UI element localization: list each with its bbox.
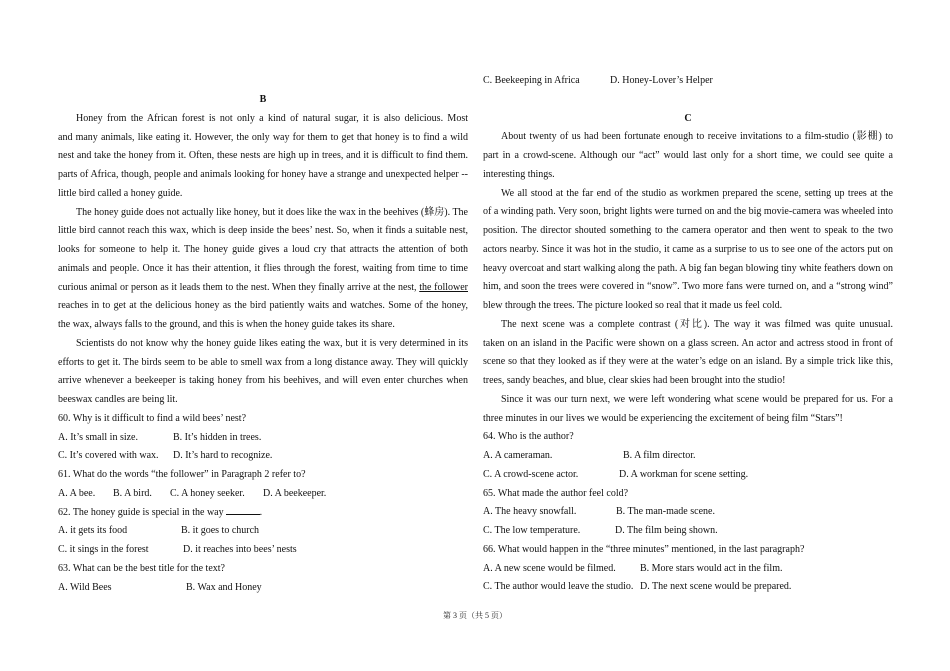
- paragraph-line: little bird cannot reach this wax, which is deep inside the bees’ nest. So, when it finds a suitable nest,: [58, 225, 468, 237]
- paragraph-line: The honey guide does not actually like honey, but it does like the wax in the beehives (蜂房). The: [76, 206, 468, 218]
- paragraph-line: beeswax candles are being lit.: [58, 394, 178, 405]
- left-column: [58, 91, 468, 597]
- option-a[interactable]: A. it gets its food: [58, 525, 128, 537]
- paragraph-line: animals and people. Once it has their attention, it flies through the forest, waiting from time to time: [58, 262, 468, 274]
- question-62-stem: [58, 504, 468, 523]
- paragraph-line: actors nearby. Since it was hot in the studio, it came as a surprise to us to see one of the actors put on: [483, 243, 893, 255]
- option-d[interactable]: D. It’s hard to recognize.: [173, 450, 273, 462]
- paragraph-line: The next scene was a complete contrast (对比). The way it was filmed was quite unusual.: [501, 318, 893, 330]
- question-62-end: .: [259, 506, 263, 518]
- paragraph-line: him, and soon the trees were covered in “snow”. Two more fans were turned on, and a “strong wind”: [483, 281, 893, 293]
- paragraph-line: About twenty of us had been fortunate enough to receive invitations to a film-studio (影棚) to: [501, 131, 893, 143]
- paragraph-line: three minutes in our lives we would be experiencing the excitement of being film “Stars”!: [483, 412, 843, 424]
- option-b[interactable]: B. It’s hidden in trees.: [173, 431, 262, 443]
- passage-b-heading: B: [259, 94, 267, 105]
- option-a[interactable]: A. A cameraman.: [483, 450, 553, 461]
- question-63-options-ab: [58, 579, 468, 598]
- paragraph: [58, 110, 468, 204]
- option-d[interactable]: D. A beekeeper.: [263, 487, 327, 499]
- option-b[interactable]: B. A film director.: [623, 450, 696, 461]
- paragraph-line: looks for someone to help it. The honey guide gives a loud cry that attracts the attention of both: [58, 244, 468, 255]
- option-b[interactable]: B. More stars would act in the film.: [640, 562, 783, 574]
- question-66-options-cd: [483, 578, 893, 597]
- option-a[interactable]: A. Wild Bees: [58, 581, 112, 593]
- passage-c-body: [483, 128, 893, 428]
- paragraph-line: part in a crowd-scene. Although our “act” would last only for a short time, we could see quite a: [483, 150, 893, 161]
- question-65-options-cd: [483, 522, 893, 541]
- page-number: 第 3 页（共 5 页）: [443, 611, 507, 620]
- option-b[interactable]: B. Wax and Honey: [186, 581, 262, 593]
- option-b[interactable]: B. it goes to church: [181, 525, 260, 537]
- question-61-options: [58, 485, 468, 504]
- question-65-options-ab: [483, 503, 893, 522]
- question-64-options-cd: [483, 466, 893, 485]
- question-65-stem: 65. What made the author feel cold?: [483, 487, 629, 499]
- question-63-stem: 63. What can be the best title for the text?: [58, 562, 225, 574]
- paragraph-line: interesting things.: [483, 168, 555, 180]
- paragraph-line: scene so that they looked as if they were at the water’s edge on an island. By a simple trick like this,: [483, 356, 893, 368]
- option-a[interactable]: A. It’s small in size.: [58, 431, 138, 443]
- paragraph-line: Honey from the African forest is not only a kind of natural sugar, it is also delicious. Most: [76, 112, 468, 124]
- right-column: [483, 72, 893, 597]
- paragraph-line: arrive whenever a beekeeper is taking honey from his beehives, and will even enter churches when: [58, 375, 468, 387]
- question-61-stem: 61. What do the words “the follower” in Paragraph 2 refer to?: [58, 469, 306, 480]
- paragraph-line: nest and take the honey from it. Often, these nests are high up in trees, and it is difficult to find them.: [58, 150, 468, 162]
- question-63-options-cd: [483, 72, 893, 91]
- paragraph-line: Scientists do not know why the honey guide likes eating the wax, but it is very determined in its: [76, 337, 468, 349]
- option-c[interactable]: C. It’s covered with wax.: [58, 450, 159, 462]
- option-c[interactable]: C. it sings in the forest: [58, 544, 149, 555]
- paragraph: [483, 391, 893, 429]
- option-c[interactable]: C. A honey seeker.: [170, 487, 245, 499]
- option-a[interactable]: A. A bee.: [58, 487, 96, 499]
- option-b[interactable]: B. The man-made scene.: [616, 506, 715, 518]
- question-60-options-ab: [58, 429, 468, 448]
- question-64-options-ab: [483, 447, 893, 466]
- paragraph: [58, 335, 468, 410]
- underlined-phrase: the follower: [419, 281, 468, 293]
- question-62-text: 62. The honey guide is special in the way: [58, 506, 224, 518]
- paragraph: [483, 128, 893, 184]
- paragraph: [58, 204, 468, 335]
- spacer: [483, 91, 893, 110]
- paragraph-line: trees, sandy beaches, and blue, clear skies had been brought into the studio!: [483, 375, 786, 386]
- paragraph-line: position. The director shouted something to the camera operator and then went to speak to the two: [483, 225, 893, 236]
- option-a[interactable]: A. The heavy snowfall.: [483, 506, 577, 518]
- paragraph-line: Since it was our turn next, we were left wondering what scene would be prepared for us. For a: [501, 393, 893, 405]
- option-d[interactable]: D. A workman for scene setting.: [619, 468, 749, 480]
- paragraph-line: of a winding path. Very soon, bright lights were turned on and the big movie-camera was wheeled into: [483, 206, 893, 218]
- paragraph-line: and many animals, like eating it. However, the only way for them to get that honey is to find a wild: [58, 131, 468, 143]
- option-d[interactable]: D. The film being shown.: [615, 525, 718, 536]
- paragraph-line: heavy overcoat and start walking along the path. A big fan began blowing tiny white feathers down on: [483, 262, 893, 274]
- option-d[interactable]: D. Honey-Lover’s Helper: [610, 75, 713, 86]
- paragraph-line: reaches in to get at the delicious honey as the bird patiently waits and watches. Some of the honey,: [58, 300, 468, 312]
- question-62-options-ab: [58, 522, 468, 541]
- option-c[interactable]: C. A crowd-scene actor.: [483, 468, 579, 480]
- option-c[interactable]: C. The low temperature.: [483, 525, 581, 536]
- paragraph-line: We all stood at the far end of the studio as workmen prepared the scene, setting up trees at the: [501, 187, 893, 199]
- paragraph-line: blew through the trees. The picture looked so real that it made us feel cold.: [483, 300, 783, 311]
- paragraph-line: taken on an island in the Pacific were shown on a glass screen. An actor and actress stood in front of: [483, 337, 893, 349]
- option-a[interactable]: A. A new scene would be filmed.: [483, 562, 616, 574]
- paragraph: [483, 316, 893, 391]
- question-66-stem: 66. What would happen in the “three minutes” mentioned, in the last paragraph?: [483, 543, 805, 555]
- option-d[interactable]: D. it reaches into bees’ nests: [183, 544, 297, 555]
- option-d[interactable]: D. The next scene would be prepared.: [640, 581, 792, 593]
- question-64-stem: 64. Who is the author?: [483, 431, 574, 443]
- paragraph-line: efforts to get it. The birds seem to be able to smell wax from a long distance away. They will quickly: [58, 356, 468, 368]
- paragraph-line: parts of Africa, though, people and animals looking for honey have a strange and unexpected helper --: [58, 169, 468, 180]
- question-60-stem: 60. Why is it difficult to find a wild bees’ nest?: [58, 412, 247, 424]
- question-66-options-ab: [483, 560, 893, 579]
- option-c[interactable]: C. Beekeeping in Africa: [483, 75, 580, 86]
- paragraph-line: the wax, always falls to the ground, and this is when the honey guide takes its share.: [58, 319, 395, 330]
- paragraph-line: little bird called a honey guide.: [58, 187, 183, 199]
- answer-blank: [226, 504, 260, 515]
- option-b[interactable]: B. A bird.: [113, 487, 152, 499]
- paragraph: [483, 185, 893, 316]
- question-62-options-cd: [58, 541, 468, 560]
- question-60-options-cd: [58, 447, 468, 466]
- passage-c-heading: C: [684, 112, 692, 124]
- option-c[interactable]: C. The author would leave the studio.: [483, 581, 634, 593]
- passage-b-body: [58, 110, 468, 410]
- paragraph-line: curious animal or person as it leads them to the nest. When they finally arrive at the nest, the follower: [58, 281, 468, 293]
